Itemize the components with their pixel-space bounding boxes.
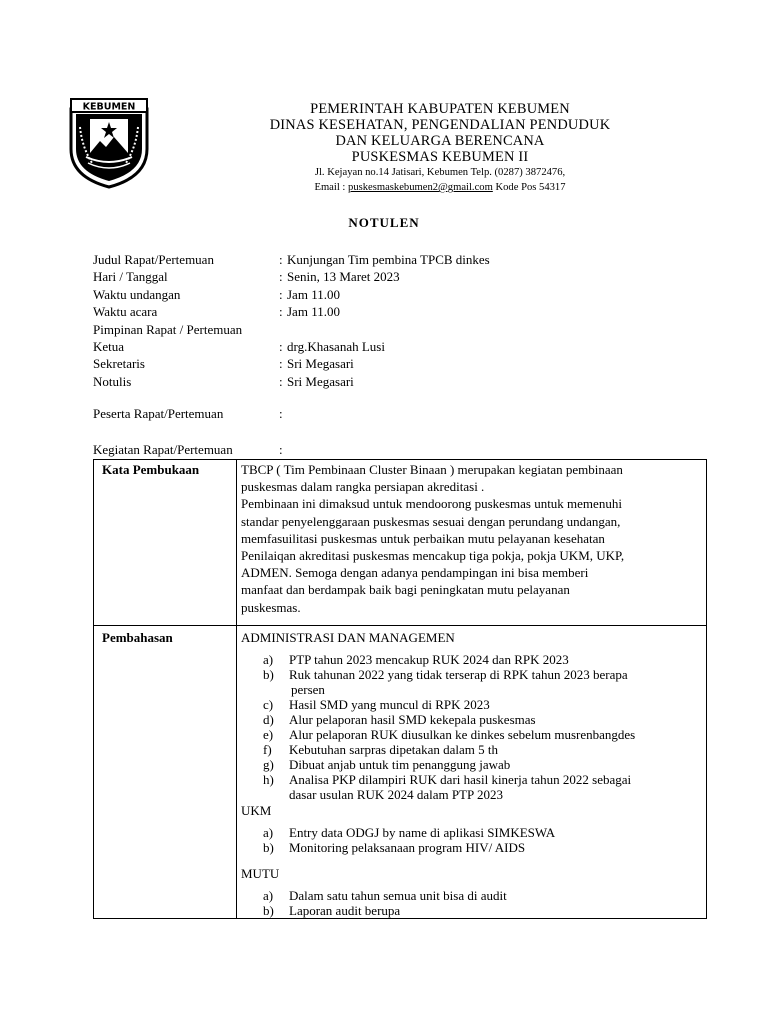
meta-value: Sri Megasari (287, 373, 354, 389)
opening-line: puskesmas. (241, 599, 301, 615)
meta-value: Senin, 13 Maret 2023 (287, 269, 400, 285)
list-marker: b) (263, 839, 274, 855)
meta-label: Hari / Tanggal (93, 269, 168, 285)
section-heading-mutu: MUTU (241, 865, 280, 881)
meta-label: Notulis (93, 373, 132, 389)
meta-colon: : (279, 269, 283, 285)
list-marker: a) (263, 887, 274, 903)
meta-row-waktu-acara (93, 303, 490, 320)
list-item-text: Ruk tahunan 2022 yang tidak terserap di RPK tahun 2023 berapa (289, 666, 628, 682)
document-title: NOTULEN (348, 215, 420, 230)
meta-label: Ketua (93, 338, 125, 354)
kegiatan-colon: : (279, 442, 283, 457)
list-item-text: Laporan audit berupa (289, 902, 401, 918)
list-item (263, 651, 702, 667)
list-item-text: Kebutuhan sarpras dipetakan dalam 5 th (289, 741, 499, 757)
meta-colon: : (279, 252, 283, 267)
list-marker: b) (263, 666, 274, 682)
meta-colon: : (279, 286, 283, 302)
opening-line: Pembinaan ini dimaksud untuk mendoorong puskesmas untuk memenuhi (241, 496, 622, 512)
list-item (263, 824, 702, 840)
email-prefix: Email : (314, 182, 349, 193)
list-item (263, 711, 702, 727)
list-marker: c) (263, 696, 274, 712)
meta-label: Judul Rapat/Pertemuan (93, 252, 214, 267)
kegiatan-line (93, 442, 283, 458)
meta-value: Jam 11.00 (287, 286, 340, 302)
minutes-table (93, 459, 707, 919)
letterhead-address: Jl. Kejayan no.14 Jatisari, Kebumen Telp. (0287) 3872476, (314, 167, 566, 178)
peserta-label: Peserta Rapat/Pertemuan (93, 406, 224, 421)
list-marker: b) (263, 902, 274, 918)
meta-row-hari-tanggal (93, 268, 490, 285)
meta-row-ketua (93, 338, 490, 355)
kebumen-coat-of-arms-logo (68, 97, 150, 189)
list-item (263, 902, 702, 918)
ukm-list (241, 825, 702, 855)
letterhead-government: PEMERINTAH KABUPATEN KEBUMEN (310, 101, 570, 117)
meta-row-judul (93, 251, 490, 268)
meta-label: Pimpinan Rapat / Pertemuan (93, 321, 243, 337)
letterhead-department: DINAS KESEHATAN, PENGENDALIAN PENDUDUK (269, 117, 611, 133)
table-row-discussion (94, 625, 707, 918)
meta-row-sekretaris (93, 355, 490, 372)
spacer (241, 855, 702, 865)
opening-label: Kata Pembukaan (94, 460, 237, 626)
list-item-text: Monitoring pelaksanaan program HIV/ AIDS (289, 839, 526, 855)
meta-value: drg.Khasanah Lusi (287, 338, 385, 354)
list-item (263, 771, 702, 802)
list-item (263, 887, 702, 903)
letterhead-department-cont: DAN KELUARGA BERENCANA (335, 133, 545, 149)
peserta-colon: : (279, 406, 283, 421)
list-item (263, 696, 702, 712)
logo-lettering: KEBUMEN (82, 101, 136, 113)
letterhead-contact (190, 180, 690, 195)
table-row-opening (94, 460, 707, 626)
kegiatan-label: Kegiatan Rapat/Pertemuan (93, 442, 233, 457)
opening-line: memfasuilitasi puskesmas untuk perbaikan mutu pelayanan kesehatan (241, 530, 605, 546)
list-item-text: PTP tahun 2023 mencakup RUK 2024 dan RPK 2023 (289, 651, 569, 667)
opening-line: TBCP ( Tim Pembinaan Cluster Binaan ) merupakan kegiatan pembinaan (241, 462, 623, 477)
email-link[interactable]: puskesmaskebumen2@gmail.com (348, 182, 493, 193)
list-marker: e) (263, 726, 274, 742)
list-item-text: Dalam satu tahun semua unit bisa di audit (289, 887, 507, 903)
meta-value: Kunjungan Tim pembina TPCB dinkes (287, 252, 490, 267)
list-item-text: Analisa PKP dilampiri RUK dari hasil kinerja tahun 2022 sebagai (289, 771, 632, 787)
list-item-text: Hasil SMD yang muncul di RPK 2023 (289, 696, 490, 712)
meta-label: Waktu acara (93, 304, 158, 320)
admin-list (241, 652, 702, 802)
list-marker: h) (263, 771, 274, 787)
list-item-text-cont: persen (291, 681, 325, 697)
meta-colon: : (279, 373, 283, 389)
meta-value: Jam 11.00 (287, 304, 340, 320)
list-marker: g) (263, 756, 274, 772)
list-marker: a) (263, 651, 274, 667)
list-marker: a) (263, 824, 274, 840)
meta-value: Sri Megasari (287, 356, 354, 372)
opening-line: manfaat dan berdampak baik bagi peningkatan mutu pelayanan (241, 582, 570, 598)
list-item (263, 741, 702, 757)
meta-colon: : (279, 304, 283, 320)
postcode: Kode Pos 54317 (492, 182, 566, 193)
list-marker: f) (263, 741, 272, 757)
discussion-content (237, 625, 707, 918)
section-heading-ukm: UKM (241, 802, 272, 818)
list-item-text: Alur pelaporan hasil SMD kekepala puskesmas (289, 711, 536, 727)
meta-colon: : (279, 356, 283, 372)
meta-label: Waktu undangan (93, 286, 181, 302)
meta-row-notulis (93, 373, 490, 390)
list-item-text: Entry data ODGJ by name di aplikasi SIMKESWA (289, 824, 556, 840)
meta-row-pimpinan (93, 321, 490, 338)
list-item (263, 756, 702, 772)
list-item (263, 839, 702, 855)
list-item-text: Dibuat anjab untuk tim penanggung jawab (289, 756, 511, 772)
list-item (263, 666, 702, 697)
opening-content (237, 460, 707, 626)
list-item-text: Alur pelaporan RUK diusulkan ke dinkes sebelum musrenbangdes (289, 726, 636, 742)
meta-row-waktu-undangan (93, 286, 490, 303)
opening-line: ADMEN. Semoga dengan adanya pendampingan ini bisa memberi (241, 565, 589, 581)
opening-line: Penilaiqan akreditasi puskesmas mencakup tiga pokja, pokja UKM, UKP, (241, 548, 625, 564)
letterhead-puskesmas: PUSKESMAS KEBUMEN II (351, 149, 529, 165)
letterhead (190, 101, 690, 195)
opening-line: standar penyelenggaraan puskesmas sesuai dengan perundang undangan, (241, 513, 621, 529)
section-heading-admin: ADMINISTRASI DAN MANAGEMEN (241, 629, 455, 645)
list-item (263, 726, 702, 742)
opening-line: puskesmas dalam rangka persiapan akreditasi . (241, 479, 485, 495)
mutu-list (241, 888, 702, 918)
discussion-label: Pembahasan (94, 625, 237, 918)
list-marker: d) (263, 711, 274, 727)
list-item-text-cont: dasar usulan RUK 2024 dalam PTP 2023 (289, 786, 503, 802)
meta-label: Sekretaris (93, 356, 145, 372)
peserta-line (93, 406, 283, 422)
meta-colon: : (279, 338, 283, 354)
meeting-info (93, 251, 490, 390)
